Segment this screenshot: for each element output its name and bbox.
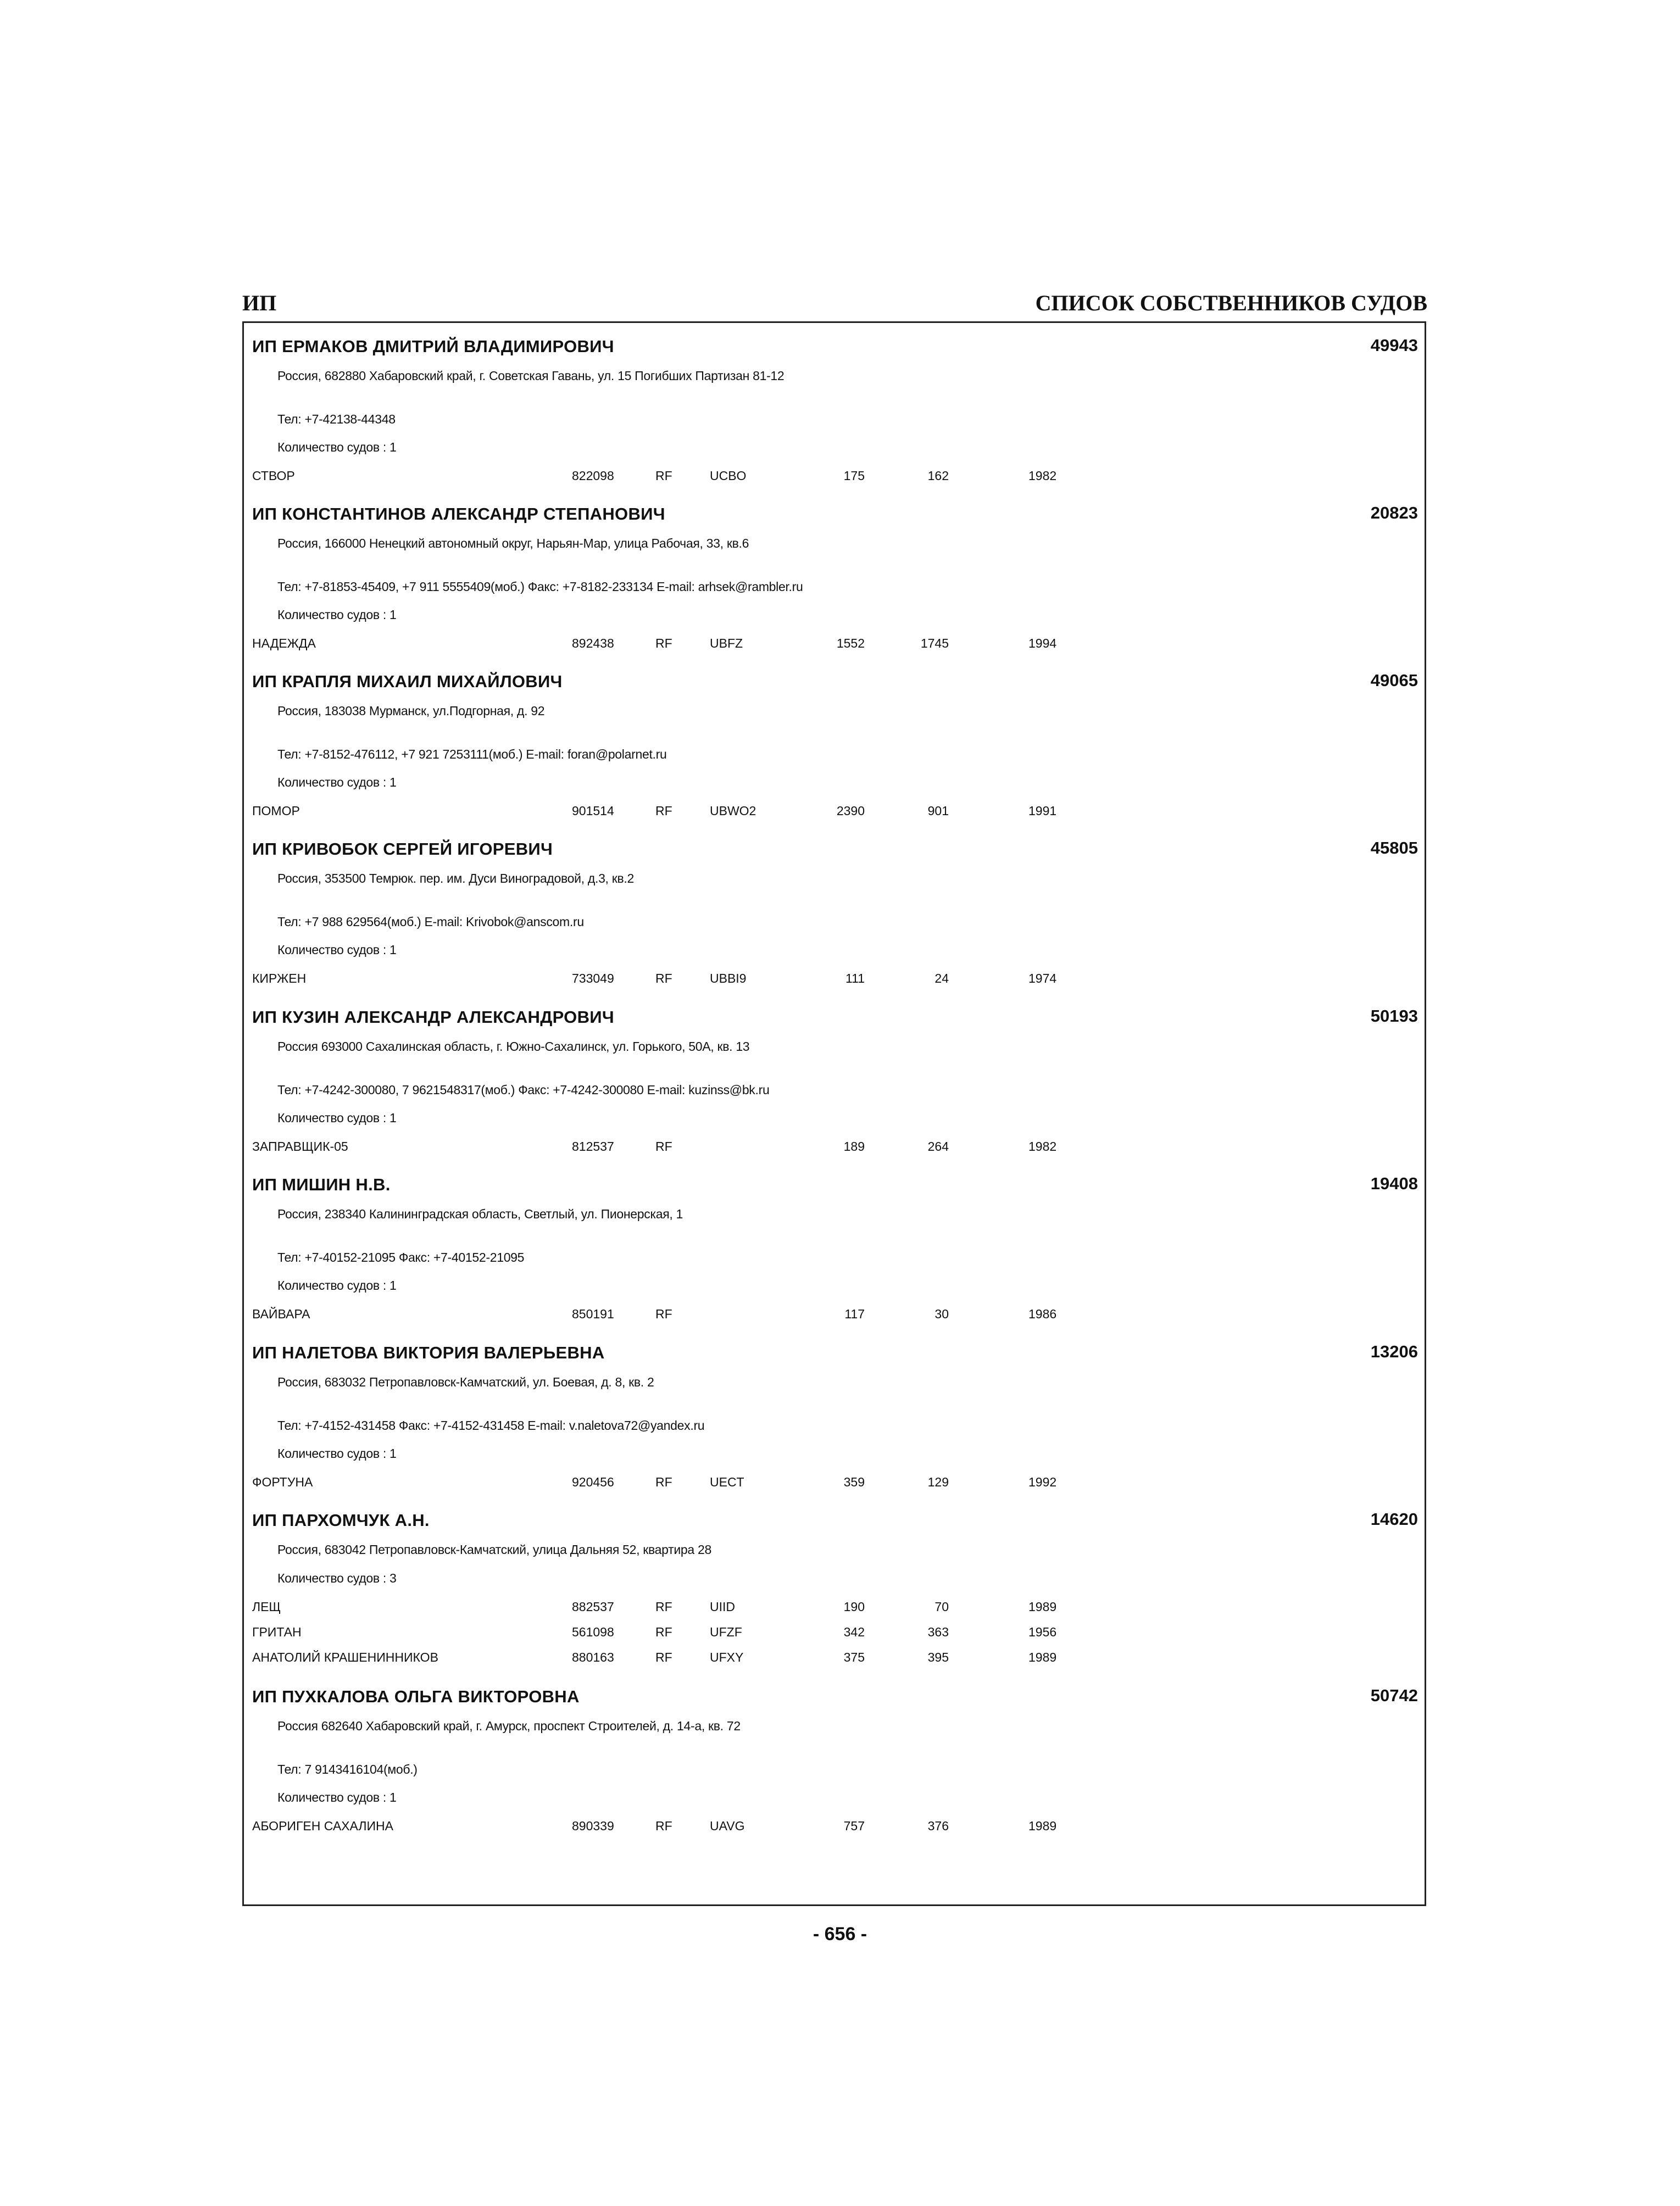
vessel-tonnage-1: 117 <box>844 1307 865 1321</box>
vessel-count-value: 1 <box>389 1446 397 1461</box>
vessel-number: 880163 <box>572 1650 614 1664</box>
vessel-count-label: Количество судов : <box>277 1790 386 1804</box>
vessel-callsign: UBBI9 <box>710 971 747 985</box>
vessel-flag: RF <box>655 1475 672 1489</box>
owner-address: Россия 682640 Хабаровский край, г. Амурск, проспект Строителей, д. 14-а, кв. 72 <box>277 1719 741 1733</box>
vessel-count-label: Количество судов : <box>277 1111 386 1125</box>
vessel-count <box>277 440 396 455</box>
vessel-callsign: UECT <box>710 1475 744 1489</box>
vessel-row <box>244 1625 1425 1641</box>
owner-contacts: Тел: +7-81853-45409, +7 911 5555409(моб.) Факс: +7-8182-233134 E-mail: arhsek@rambler.ru <box>277 580 803 594</box>
vessel-tonnage-1: 189 <box>843 1139 865 1154</box>
vessel-callsign: UBFZ <box>710 636 743 650</box>
vessel-flag: RF <box>655 1819 672 1833</box>
vessel-name: ВАЙВАРА <box>252 1307 310 1321</box>
vessel-row <box>244 636 1425 653</box>
vessel-year: 1991 <box>1028 804 1057 818</box>
vessel-count-value: 1 <box>389 1278 397 1293</box>
vessel-count <box>277 1790 396 1805</box>
vessel-count-value: 1 <box>389 440 397 454</box>
owner-contacts: Тел: +7-40152-21095 Факс: +7-40152-21095 <box>277 1250 525 1264</box>
vessel-flag: RF <box>655 804 672 818</box>
owner-address: Россия, 683042 Петропавловск-Камчатский, улица Дальняя 52, квартира 28 <box>277 1542 711 1557</box>
vessel-name: ГРИТАН <box>252 1625 302 1639</box>
vessel-tonnage-1: 342 <box>843 1625 865 1639</box>
vessel-row <box>244 804 1425 820</box>
vessel-number: 850191 <box>572 1307 614 1321</box>
vessel-tonnage-1: 375 <box>843 1650 865 1664</box>
vessel-count-value: 1 <box>389 1111 397 1125</box>
vessel-number: 822098 <box>572 469 614 483</box>
vessel-row <box>244 1650 1425 1667</box>
vessel-flag: RF <box>655 1139 672 1154</box>
vessel-count-value: 1 <box>389 943 397 957</box>
vessel-callsign: UAVG <box>710 1819 745 1833</box>
vessel-flag: RF <box>655 1307 672 1321</box>
vessel-count-label: Количество судов : <box>277 1571 386 1585</box>
vessel-count-label: Количество судов : <box>277 440 386 454</box>
vessel-year: 1982 <box>1028 1139 1057 1154</box>
vessel-tonnage-2: 395 <box>927 1650 949 1664</box>
vessel-year: 1974 <box>1028 971 1057 985</box>
vessel-count-value: 1 <box>389 608 397 622</box>
owner-contacts: Тел: +7 988 629564(моб.) E-mail: Krivobok@anscom.ru <box>277 915 584 929</box>
vessel-number: 920456 <box>572 1475 614 1489</box>
vessel-year: 1986 <box>1028 1307 1057 1321</box>
owner-address: Россия, 238340 Калининградская область, Светлый, ул. Пионерская, 1 <box>277 1207 683 1221</box>
vessel-tonnage-1: 757 <box>843 1819 865 1833</box>
owner-name: ИП КОНСТАНТИНОВ АЛЕКСАНДР СТЕПАНОВИЧ <box>252 504 665 523</box>
owner-address: Россия 693000 Сахалинская область, г. Южно-Сахалинск, ул. Горького, 50А, кв. 13 <box>277 1039 750 1054</box>
vessel-callsign: UFZF <box>710 1625 742 1639</box>
owner-code: 49065 <box>1370 671 1418 690</box>
vessel-count-value: 1 <box>389 775 397 789</box>
vessel-count <box>277 775 396 790</box>
vessel-count <box>277 1111 396 1126</box>
vessel-name: НАДЕЖДА <box>252 636 316 650</box>
vessel-count-label: Количество судов : <box>277 943 386 957</box>
vessel-row <box>244 1139 1425 1156</box>
vessel-number: 890339 <box>572 1819 614 1833</box>
vessel-tonnage-2: 70 <box>934 1600 949 1614</box>
vessel-name: АНАТОЛИЙ КРАШЕНИННИКОВ <box>252 1650 438 1664</box>
vessel-year: 1956 <box>1028 1625 1057 1639</box>
owner-contacts: Тел: +7-4152-431458 Факс: +7-4152-431458 E-mail: v.naletova72@yandex.ru <box>277 1418 705 1433</box>
owner-address: Россия, 183038 Мурманск, ул.Подгорная, д. 92 <box>277 704 545 718</box>
vessel-row <box>244 1475 1425 1491</box>
vessel-count-label: Количество судов : <box>277 1446 386 1461</box>
vessel-flag: RF <box>655 1650 672 1664</box>
vessel-count-label: Количество судов : <box>277 775 386 789</box>
vessel-callsign: UBWO2 <box>710 804 756 818</box>
vessel-row <box>244 1307 1425 1323</box>
vessel-name: КИРЖЕН <box>252 971 307 985</box>
vessel-flag: RF <box>655 469 672 483</box>
owner-address: Россия, 166000 Ненецкий автономный округ, Нарьян-Мар, улица Рабочая, 33, кв.6 <box>277 536 749 550</box>
owner-contacts: Тел: +7-4242-300080, 7 9621548317(моб.) Факс: +7-4242-300080 E-mail: kuzinss@bk.ru <box>277 1083 770 1097</box>
vessel-name: ЛЕЩ <box>252 1600 281 1614</box>
vessel-callsign: UIID <box>710 1600 735 1614</box>
owner-contacts: Тел: +7-42138-44348 <box>277 412 396 426</box>
owner-code: 13206 <box>1370 1342 1418 1361</box>
owner-address: Россия, 682880 Хабаровский край, г. Советская Гавань, ул. 15 Погибших Партизан 81-12 <box>277 369 785 383</box>
vessel-count <box>277 1446 396 1461</box>
vessel-tonnage-2: 264 <box>927 1139 949 1154</box>
vessel-tonnage-2: 129 <box>927 1475 949 1489</box>
owner-address: Россия, 353500 Темрюк. пер. им. Дуси Виноградовой, д.3, кв.2 <box>277 871 635 885</box>
vessel-flag: RF <box>655 1600 672 1614</box>
vessel-year: 1989 <box>1028 1819 1057 1833</box>
vessel-tonnage-2: 901 <box>927 804 949 818</box>
vessel-flag: RF <box>655 971 672 985</box>
vessel-tonnage-2: 24 <box>934 971 949 985</box>
vessel-tonnage-2: 1745 <box>920 636 949 650</box>
vessel-tonnage-2: 363 <box>927 1625 949 1639</box>
vessel-row <box>244 469 1425 485</box>
owner-code: 20823 <box>1370 503 1418 522</box>
vessel-flag: RF <box>655 636 672 650</box>
owner-name: ИП КРАПЛЯ МИХАИЛ МИХАЙЛОВИЧ <box>252 672 563 691</box>
vessel-row <box>244 971 1425 988</box>
vessel-number: 901514 <box>572 804 614 818</box>
vessel-callsign: UFXY <box>710 1650 744 1664</box>
vessel-tonnage-1: 175 <box>843 469 865 483</box>
vessel-count <box>277 943 396 957</box>
vessel-count <box>277 1278 396 1293</box>
vessel-name: СТВОР <box>252 469 295 483</box>
owner-contacts: Тел: +7-8152-476112, +7 921 7253111(моб.) E-mail: foran@polarnet.ru <box>277 747 667 761</box>
section-title: ИП <box>242 291 277 315</box>
vessel-row <box>244 1600 1425 1616</box>
vessel-number: 561098 <box>572 1625 614 1639</box>
vessel-tonnage-1: 359 <box>843 1475 865 1489</box>
vessel-count-label: Количество судов : <box>277 1278 386 1293</box>
vessel-count <box>277 608 396 622</box>
vessel-number: 892438 <box>572 636 614 650</box>
vessel-tonnage-1: 190 <box>843 1600 865 1614</box>
owner-name: ИП КУЗИН АЛЕКСАНДР АЛЕКСАНДРОВИЧ <box>252 1007 614 1027</box>
vessel-name: АБОРИГЕН САХАЛИНА <box>252 1819 393 1833</box>
vessel-number: 733049 <box>572 971 614 985</box>
owner-code: 19408 <box>1370 1174 1418 1193</box>
owner-name: ИП ПАРХОМЧУК А.Н. <box>252 1511 430 1530</box>
owner-code: 49943 <box>1370 336 1418 355</box>
owner-code: 50193 <box>1370 1006 1418 1026</box>
owner-code: 45805 <box>1370 838 1418 857</box>
owners-list-frame <box>242 321 1426 1906</box>
vessel-count <box>277 1571 396 1586</box>
vessel-year: 1982 <box>1028 469 1057 483</box>
owner-contacts: Тел: 7 9143416104(моб.) <box>277 1762 418 1776</box>
vessel-number: 812537 <box>572 1139 614 1154</box>
owner-address: Россия, 683032 Петропавловск-Камчатский, ул. Боевая, д. 8, кв. 2 <box>277 1375 654 1389</box>
vessel-tonnage-1: 1552 <box>836 636 865 650</box>
owner-name: ИП НАЛЕТОВА ВИКТОРИЯ ВАЛЕРЬЕВНА <box>252 1343 605 1362</box>
directory-title: СПИСОК СОБСТВЕННИКОВ СУДОВ <box>1035 291 1427 315</box>
vessel-row <box>244 1819 1425 1835</box>
owner-name: ИП ПУХКАЛОВА ОЛЬГА ВИКТОРОВНА <box>252 1687 580 1706</box>
vessel-callsign: UCBO <box>710 469 747 483</box>
vessel-flag: RF <box>655 1625 672 1639</box>
vessel-year: 1994 <box>1028 636 1057 650</box>
vessel-count-label: Количество судов : <box>277 608 386 622</box>
owner-name: ИП ЕРМАКОВ ДМИТРИЙ ВЛАДИМИРОВИЧ <box>252 337 614 356</box>
vessel-count-value: 1 <box>389 1790 397 1804</box>
vessel-year: 1989 <box>1028 1600 1057 1614</box>
vessel-count-value: 3 <box>389 1571 397 1585</box>
owner-name: ИП КРИВОБОК СЕРГЕЙ ИГОРЕВИЧ <box>252 839 553 859</box>
owner-code: 50742 <box>1370 1686 1418 1705</box>
vessel-tonnage-2: 30 <box>934 1307 949 1321</box>
vessel-tonnage-2: 376 <box>927 1819 949 1833</box>
vessel-name: ФОРТУНА <box>252 1475 313 1489</box>
vessel-year: 1992 <box>1028 1475 1057 1489</box>
vessel-tonnage-2: 162 <box>927 469 949 483</box>
vessel-name: ПОМОР <box>252 804 300 818</box>
owner-code: 14620 <box>1370 1509 1418 1529</box>
vessel-year: 1989 <box>1028 1650 1057 1664</box>
vessel-tonnage-1: 2390 <box>836 804 865 818</box>
vessel-name: ЗАПРАВЩИК-05 <box>252 1139 348 1154</box>
page-number: - 656 - <box>813 1924 867 1945</box>
vessel-tonnage-1: 111 <box>845 971 865 985</box>
vessel-number: 882537 <box>572 1600 614 1614</box>
owner-name: ИП МИШИН Н.В. <box>252 1175 391 1194</box>
